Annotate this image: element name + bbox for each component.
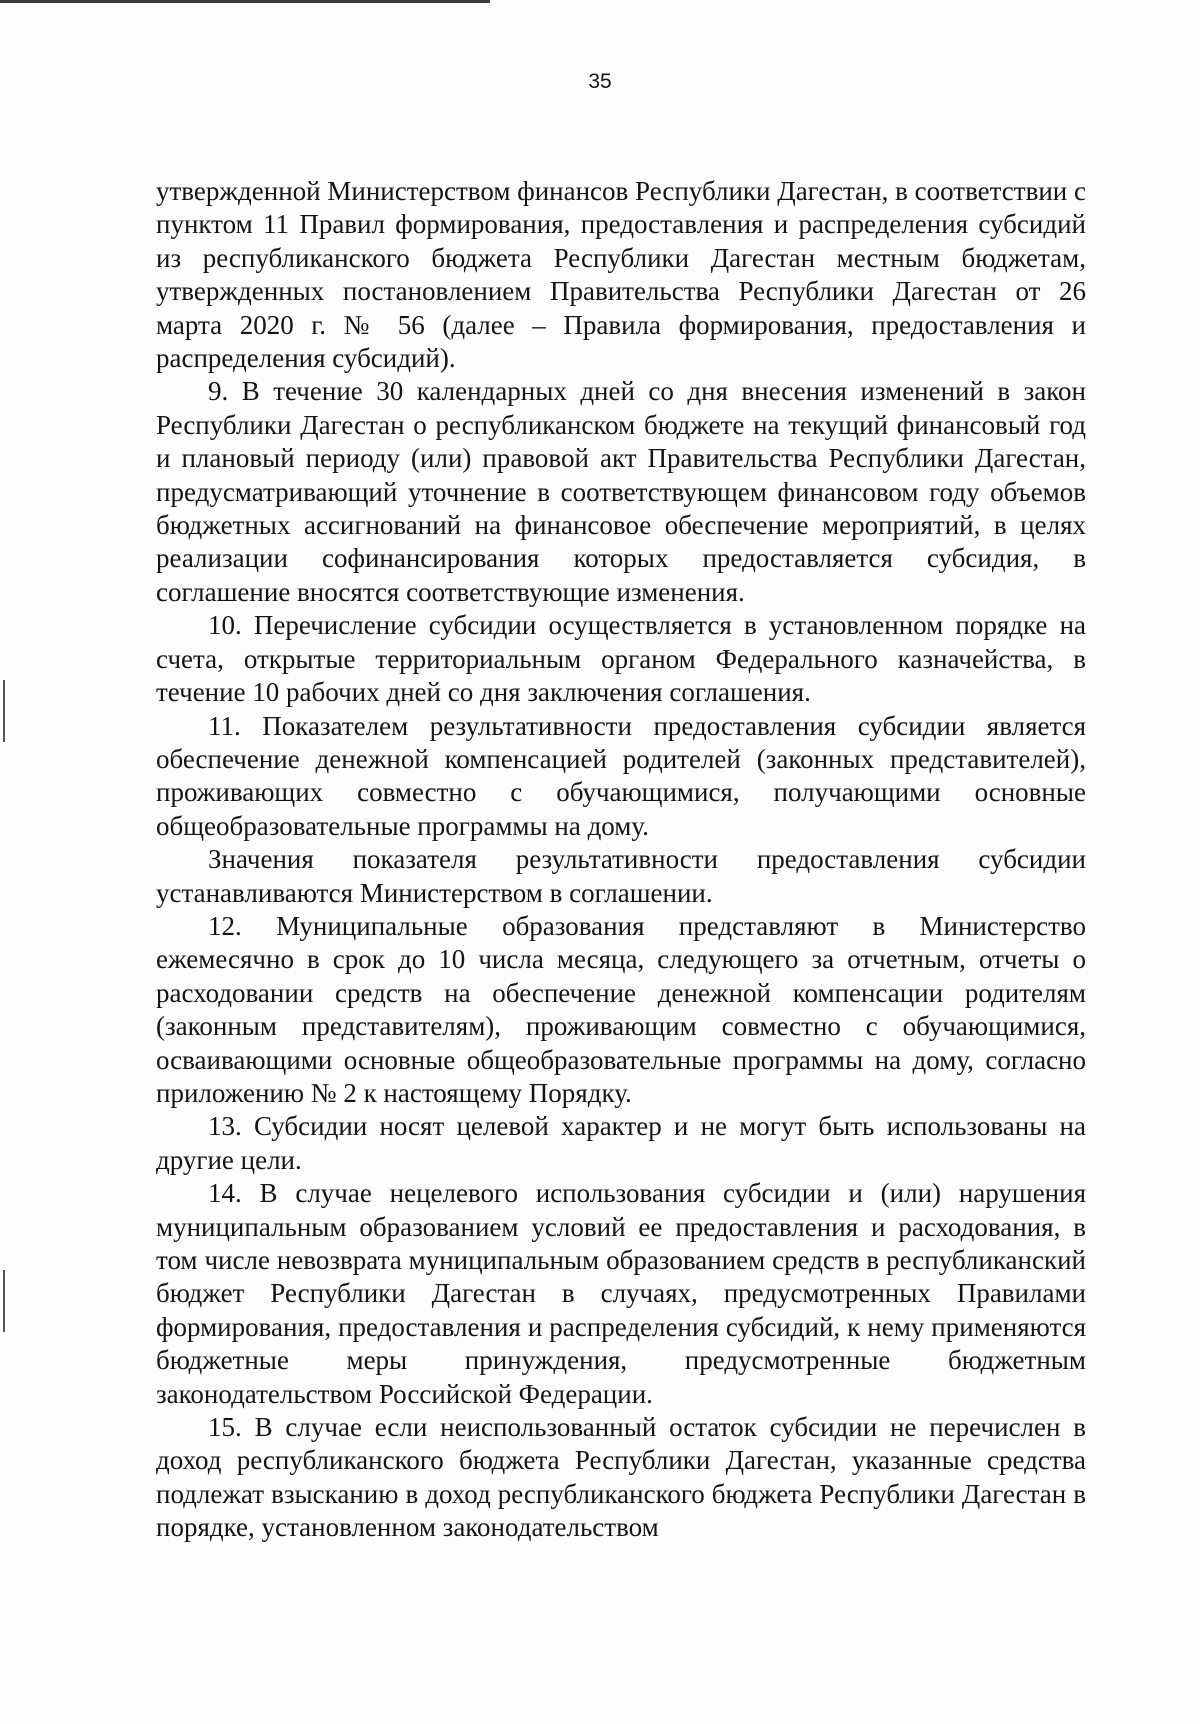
paragraph-item-15: 15. В случае если неиспользованный остаток субсидии не перечислен в доход республиканского бюджета Республики Дагестан, указанные средства подлежат взысканию в доход республиканского бюджета Республики Дагестан в порядке, установленном законодательством: [156, 1412, 1086, 1543]
paragraph-item-14: 14. В случае нецелевого использования субсидии и (или) нарушения муниципальным образованием условий ее предоставления и расходования, в том числе невозврата муниципальным образованием средств в республиканский бюджет Республики Дагестан в случаях, предусмотренных Правилами формирования, предоставления и распределения субсидий, к нему применяются бюджетные меры принуждения, предусмотренные бюджетным законодательством Российской Федерации.: [156, 1178, 1086, 1409]
scan-binding-mark: [3, 680, 5, 742]
paragraph-continuation: утвержденной Министерством финансов Республики Дагестан, в соответствии с пунктом 11 Правил формирования, предоставления и распределения субсидий из республиканского бюджета Республики Дагестан местным бюджетам, утвержденных постановлением Правительства Республики Дагестан от 26 марта 2020 г. № 56 (далее – Правила формирования, предоставления и распределения субсидий).: [156, 176, 1086, 374]
document-body: [156, 175, 1086, 1545]
paragraph-indicator-values: Значения показателя результативности предоставления субсидии устанавливаются Министерством в соглашении.: [156, 844, 1086, 908]
paragraph-item-9: 9. В течение 30 календарных дней со дня внесения изменений в закон Республики Дагестан о республиканском бюджете на текущий финансовый год и плановый периоду (или) правовой акт Правительства Республики Дагестан, предусматривающий уточнение в соответствующем финансовом году объемов бюджетных ассигнований на финансовое обеспечение мероприятий, в целях реализации софинансирования которых предоставляется субсидия, в соглашение вносятся соответствующие изменения.: [156, 376, 1086, 607]
scan-top-edge: [0, 0, 490, 3]
page-number: 35: [588, 70, 612, 93]
paragraph-item-13: 13. Субсидии носят целевой характер и не могут быть использованы на другие цели.: [156, 1111, 1086, 1175]
scan-binding-mark: [3, 1270, 5, 1332]
paragraph-item-10: 10. Перечисление субсидии осуществляется в установленном порядке на счета, открытые территориальным органом Федерального казначейства, в течение 10 рабочих дней со дня заключения соглашения.: [156, 610, 1086, 708]
paragraph-item-11: 11. Показателем результативности предоставления субсидии является обеспечение денежной компенсацией родителей (законных представителей), проживающих совместно с обучающимися, получающими основные общеобразовательные программы на дому.: [156, 710, 1086, 841]
paragraph-item-12: 12. Муниципальные образования представляют в Министерство ежемесячно в срок до 10 числа месяца, следующего за отчетным, отчеты о расходовании средств на обеспечение денежной компенсации родителям (законным представителям), проживающим совместно с обучающимися, осваивающими основные общеобразовательные программы на дому, согласно приложению № 2 к настоящему Порядку.: [156, 910, 1086, 1108]
